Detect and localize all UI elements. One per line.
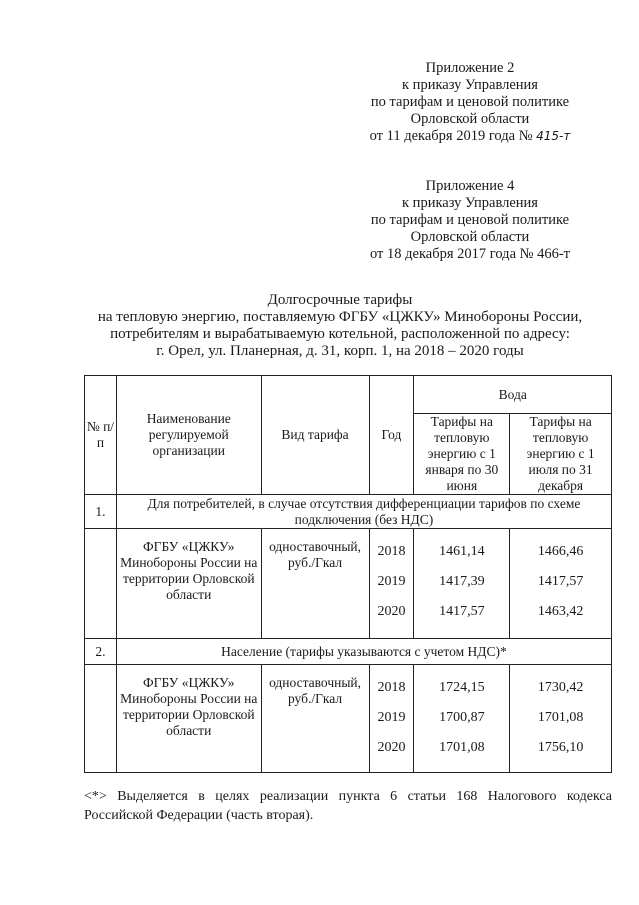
section-1-tariff-type: одноставочный, руб./Гкал: [261, 529, 369, 639]
appendix-4-line2: к приказу Управления: [402, 195, 538, 211]
appendix-2-line2: к приказу Управления: [402, 77, 538, 93]
section-2-num: 2.: [85, 639, 117, 665]
value-cell: 1466,46: [537, 544, 584, 559]
appendix-4-header: [340, 178, 600, 263]
header-tariff-first-half: Тарифы на тепловую энергию с 1 января по 30 июня: [414, 414, 510, 495]
appendix-2-title: Приложение 2: [425, 60, 515, 76]
document-title: [60, 292, 620, 360]
year-cell: 2019: [377, 574, 406, 589]
appendix-2-date: от 11 декабря 2019 года №: [369, 128, 533, 144]
section-2-empty-num: [85, 665, 117, 773]
title-line-2: на тепловую энергию, поставляемую ФГБУ «ЦЖКУ» Минобороны России,: [97, 309, 583, 325]
value-cell: 1701,08: [537, 710, 584, 725]
appendix-2-header: [340, 60, 600, 145]
year-cell: 2018: [377, 680, 406, 695]
section-1-empty-num: [85, 529, 117, 639]
section-2-first-half-values: [414, 665, 510, 773]
footnote: <*> Выделяется в целях реализации пункта 6 статьи 168 Налогового кодекса Российской Федерации (часть вторая).: [84, 789, 612, 823]
section-1-organization: ФГБУ «ЦЖКУ» Минобороны России на территории Орловской области: [116, 529, 261, 639]
appendix-2-line4: Орловской области: [410, 111, 530, 127]
tariff-table: [84, 375, 612, 773]
title-line-4: г. Орел, ул. Планерная, д. 31, корп. 1, на 2018 – 2020 годы: [156, 343, 524, 359]
value-cell: 1463,42: [537, 604, 584, 619]
value-cell: 1417,57: [537, 574, 584, 589]
section-2-second-half-values: [510, 665, 612, 773]
header-tariff-type: Вид тарифа: [261, 376, 369, 495]
section-2-title: Население (тарифы указываются с учетом НДС)*: [116, 639, 611, 665]
title-line-3: потребителям и вырабатываемую котельной, расположенной по адресу:: [110, 326, 570, 342]
appendix-4-line3: по тарифам и ценовой политике: [370, 212, 570, 228]
title-line-1: Долгосрочные тарифы: [267, 292, 413, 308]
section-1-first-half-values: [414, 529, 510, 639]
section-2-years: [369, 665, 414, 773]
header-organization: Наименование регулируемой организации: [116, 376, 261, 495]
section-2-organization: ФГБУ «ЦЖКУ» Минобороны России на территории Орловской области: [116, 665, 261, 773]
section-1-years: [369, 529, 414, 639]
value-cell: 1756,10: [537, 740, 584, 755]
appendix-4-line4: Орловской области: [410, 229, 530, 245]
appendix-4-title: Приложение 4: [425, 178, 515, 194]
year-cell: 2020: [377, 604, 406, 619]
value-cell: 1724,15: [439, 680, 485, 695]
value-cell: 1417,57: [439, 604, 485, 619]
section-1-second-half-values: [510, 529, 612, 639]
header-water: Вода: [414, 376, 612, 414]
handwritten-order-number: 415-т: [536, 129, 571, 143]
year-cell: 2020: [377, 740, 406, 755]
value-cell: 1417,39: [439, 574, 485, 589]
value-cell: 1730,42: [537, 680, 584, 695]
appendix-2-line3: по тарифам и ценовой политике: [370, 94, 570, 110]
header-num: № п/п: [85, 376, 117, 495]
section-1-title: Для потребителей, в случае отсутствия дифференциации тарифов по схеме подключения (без НДС): [116, 495, 611, 529]
value-cell: 1700,87: [439, 710, 485, 725]
value-cell: 1461,14: [439, 544, 485, 559]
section-1-num: 1.: [85, 495, 117, 529]
header-tariff-second-half: Тарифы на тепловую энергию с 1 июля по 31 декабря: [510, 414, 612, 495]
appendix-2-line5: [340, 128, 600, 145]
value-cell: 1701,08: [439, 740, 485, 755]
header-year: Год: [369, 376, 414, 495]
section-2-tariff-type: одноставочный, руб./Гкал: [261, 665, 369, 773]
year-cell: 2018: [377, 544, 406, 559]
year-cell: 2019: [377, 710, 406, 725]
appendix-4-line5: от 18 декабря 2017 года № 466-т: [370, 246, 570, 262]
